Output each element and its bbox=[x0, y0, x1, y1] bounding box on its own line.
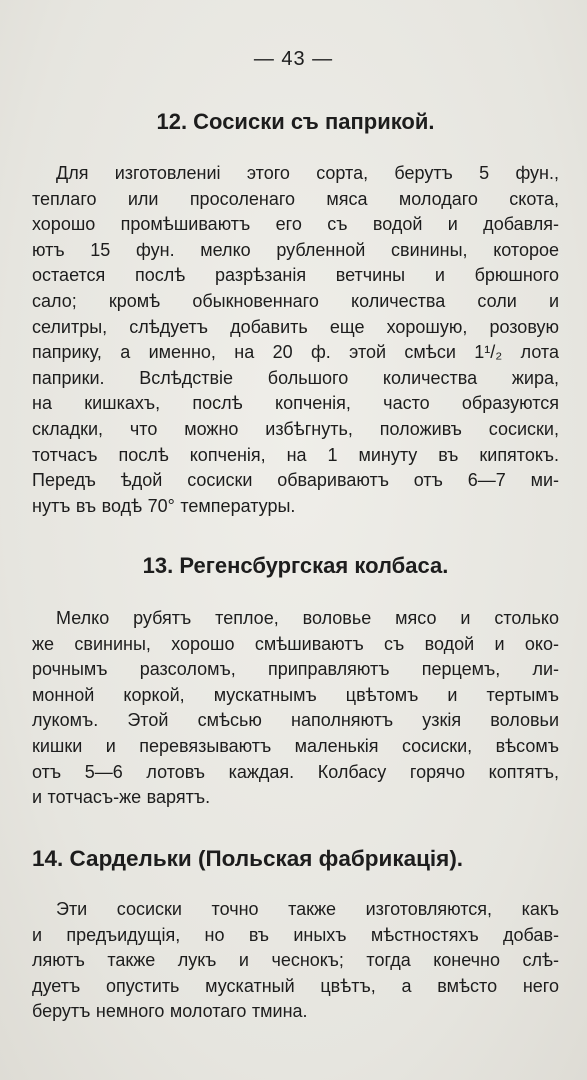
text-line: берутъ немного молотаго тмина. bbox=[32, 1001, 308, 1022]
text-line: ляютъ также лукъ и чеснокъ; тогда конечно слѣ- bbox=[32, 950, 559, 971]
text-line: ютъ 15 фун. мелко рубленной свинины, которое bbox=[32, 239, 559, 260]
page-number: — 43 — bbox=[253, 48, 334, 70]
text-line: на кишкахъ, послѣ копченія, часто образуются bbox=[32, 393, 559, 414]
text-line: остается послѣ разрѣзанія ветчины и брюшного bbox=[32, 265, 559, 286]
text-line: нутъ въ водѣ 70° температуры. bbox=[32, 495, 296, 516]
text-line: отъ 5—6 лотовъ каждая. Колбасу горячо коптятъ, bbox=[32, 761, 559, 782]
text-line: тотчасъ послѣ копченія, на 1 минуту въ кипятокъ. bbox=[32, 444, 559, 465]
text-line: сало; кромѣ обыкновеннаго количества соли и bbox=[32, 290, 559, 311]
text-line: дуетъ опустить мускатный цвѣтъ, а вмѣсто него bbox=[32, 975, 559, 996]
text-line: паприку, а именно, на 20 ф. этой смѣси 1¹/₂ лота bbox=[32, 342, 559, 363]
section-14 bbox=[32, 845, 559, 1025]
text-line: теплаго или просоленаго мяса молодаго скота, bbox=[32, 188, 559, 209]
text-line: Для изготовлениі этого сорта, берутъ 5 фун., bbox=[56, 163, 559, 183]
text-line: и предъидущія, но въ иныхъ мѣстностяхъ добав- bbox=[32, 924, 559, 945]
text-line: кишки и перевязываютъ маленькія сосиски, вѣсомъ bbox=[32, 735, 559, 756]
text-line: же свинины, хорошо смѣшиваютъ съ водой и око- bbox=[32, 633, 559, 654]
text-line: лукомъ. Этой смѣсью наполняютъ узкія воловьи bbox=[32, 710, 559, 731]
text-line: хорошо промѣшиваютъ его съ водой и добавля- bbox=[32, 214, 559, 235]
text-line: Эти сосиски точно также изготовляются, какъ bbox=[56, 899, 559, 919]
section-heading: 12. Сосиски съ паприкой. bbox=[156, 109, 435, 134]
text-line: Мелко рубятъ теплое, воловье мясо и столько bbox=[56, 608, 559, 628]
text-line: складки, что можно избѣгнуть, положивъ сосиски, bbox=[32, 418, 559, 439]
text-line: селитры, слѣдуетъ добавить еще хорошую, розовую bbox=[32, 316, 559, 337]
text-line: рочнымъ разсоломъ, приправляютъ перцемъ, ли- bbox=[32, 659, 559, 680]
text-line: монной коркой, мускатнымъ цвѣтомъ и тертымъ bbox=[32, 684, 559, 705]
section-paragraph bbox=[32, 606, 559, 811]
section-paragraph bbox=[32, 161, 559, 519]
section-12 bbox=[32, 108, 559, 519]
text-line: Передъ ѣдой сосиски обвариваютъ отъ 6—7 ми- bbox=[32, 470, 559, 491]
text-line: паприки. Вслѣдствіе большого количества жира, bbox=[32, 367, 559, 388]
section-heading: 13. Регенсбургская колбаса. bbox=[142, 553, 449, 578]
section-13 bbox=[32, 552, 559, 811]
section-paragraph bbox=[32, 897, 559, 1025]
section-heading: 14. Сардельки (Польская фабрикація). bbox=[32, 846, 464, 871]
text-line: и тотчасъ-же варятъ. bbox=[32, 787, 211, 808]
